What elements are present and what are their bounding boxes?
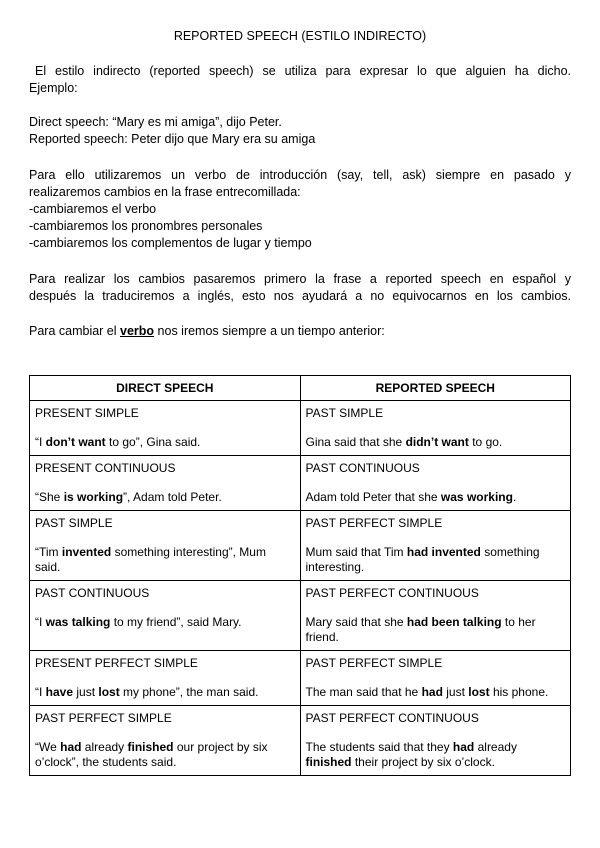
highlighted-verb: was talking bbox=[45, 615, 111, 629]
verb-rule-paragraph bbox=[29, 323, 571, 340]
example-paragraph bbox=[29, 114, 571, 148]
highlighted-verb: was working bbox=[440, 490, 513, 504]
table-row bbox=[30, 706, 571, 776]
speech-table bbox=[29, 375, 571, 776]
reported-tense: PAST CONTINUOUS bbox=[305, 461, 420, 475]
translate-line-2: después la traduciremos a inglés, esto nos ayudará a no equivocarnos en los cambios. bbox=[29, 289, 571, 303]
direct-tense: PAST SIMPLE bbox=[35, 516, 113, 530]
direct-tense: PRESENT CONTINUOUS bbox=[35, 461, 176, 475]
direct-tense: PAST CONTINUOUS bbox=[35, 586, 150, 600]
highlighted-verb: finished bbox=[305, 755, 352, 769]
reported-cell bbox=[300, 581, 571, 651]
highlighted-verb: had bbox=[421, 685, 443, 699]
highlighted-verb: finished bbox=[127, 740, 174, 754]
direct-example: “Tim invented something interesting”, Mum said. bbox=[35, 545, 266, 574]
highlighted-verb: had invented bbox=[406, 545, 481, 559]
example-direct: Direct speech: “Mary es mi amiga”, dijo Peter. bbox=[29, 115, 282, 129]
reported-cell bbox=[300, 511, 571, 581]
direct-cell bbox=[30, 456, 301, 511]
reported-example: The students said that they had already finished their project by six o’clock. bbox=[305, 740, 517, 769]
highlighted-verb: had bbox=[452, 740, 475, 754]
method-item: -cambiaremos los complementos de lugar y tiempo bbox=[29, 236, 312, 250]
reported-cell bbox=[300, 401, 571, 456]
reported-cell bbox=[300, 456, 571, 511]
direct-example: “We had already finished our project by six o’clock”, the students said. bbox=[35, 740, 268, 769]
verb-rule-before: Para cambiar el bbox=[29, 324, 121, 338]
reported-tense: PAST PERFECT CONTINUOUS bbox=[305, 711, 479, 725]
reported-tense: PAST PERFECT CONTINUOUS bbox=[305, 586, 479, 600]
direct-example: “I don’t want to go”, Gina said. bbox=[35, 435, 201, 449]
direct-example: “I was talking to my friend”, said Mary. bbox=[35, 615, 242, 629]
highlighted-verb: lost bbox=[468, 685, 490, 699]
method-line-1: Para ello utilizaremos un verbo de introducción (say, tell, ask) siempre en pasado y bbox=[29, 168, 571, 182]
direct-cell bbox=[30, 581, 301, 651]
highlighted-verb: don’t want bbox=[45, 435, 106, 449]
highlighted-verb: had been talking bbox=[406, 615, 502, 629]
reported-tense: PAST PERFECT SIMPLE bbox=[305, 656, 443, 670]
method-item: -cambiaremos el verbo bbox=[29, 202, 157, 216]
direct-example: “I have just lost my phone”, the man said. bbox=[35, 685, 259, 699]
direct-tense: PRESENT SIMPLE bbox=[35, 406, 139, 420]
verb-rule-after: nos iremos siempre a un tiempo anterior: bbox=[154, 324, 385, 338]
reported-cell bbox=[300, 706, 571, 776]
highlighted-verb: had bbox=[60, 740, 82, 754]
reported-example: Adam told Peter that she was working. bbox=[305, 490, 517, 504]
highlighted-verb: is working bbox=[63, 490, 124, 504]
reported-tense: PAST PERFECT SIMPLE bbox=[305, 516, 443, 530]
page-title: REPORTED SPEECH (ESTILO INDIRECTO) bbox=[173, 29, 427, 43]
direct-cell bbox=[30, 651, 301, 706]
highlighted-verb: invented bbox=[61, 545, 112, 559]
table-row bbox=[30, 511, 571, 581]
direct-tense: PRESENT PERFECT SIMPLE bbox=[35, 656, 198, 670]
intro-line-2: Ejemplo: bbox=[29, 81, 78, 95]
direct-cell bbox=[30, 401, 301, 456]
intro-paragraph bbox=[29, 63, 571, 97]
intro-line-1: El estilo indirecto (reported speech) se utiliza para expresar lo que alguien ha dicho. bbox=[35, 64, 571, 78]
table-row bbox=[30, 401, 571, 456]
header-direct-speech: DIRECT SPEECH bbox=[30, 376, 301, 401]
reported-example: The man said that he had just lost his phone. bbox=[305, 685, 549, 699]
reported-example: Gina said that she didn’t want to go. bbox=[305, 435, 503, 449]
highlighted-verb: have bbox=[45, 685, 74, 699]
direct-cell bbox=[30, 706, 301, 776]
highlighted-verb: lost bbox=[98, 685, 120, 699]
reported-example: Mary said that she had been talking to her friend. bbox=[305, 615, 536, 644]
verb-rule-keyword: verbo bbox=[120, 324, 155, 338]
translate-paragraph bbox=[29, 271, 571, 305]
direct-tense: PAST PERFECT SIMPLE bbox=[35, 711, 172, 725]
method-item: -cambiaremos los pronombres personales bbox=[29, 219, 263, 233]
method-line-2: realizaremos cambios en la frase entrecomillada: bbox=[29, 185, 301, 199]
reported-tense: PAST SIMPLE bbox=[305, 406, 384, 420]
direct-cell bbox=[30, 511, 301, 581]
method-paragraph bbox=[29, 167, 571, 252]
example-reported: Reported speech: Peter dijo que Mary era su amiga bbox=[29, 132, 316, 146]
header-reported-speech: REPORTED SPEECH bbox=[300, 376, 571, 401]
highlighted-verb: didn’t want bbox=[405, 435, 469, 449]
table-header-row bbox=[30, 376, 571, 401]
table-row bbox=[30, 651, 571, 706]
table-row bbox=[30, 456, 571, 511]
reported-example: Mum said that Tim had invented something interesting. bbox=[305, 545, 540, 574]
direct-example: “She is working”, Adam told Peter. bbox=[35, 490, 222, 504]
translate-line-1: Para realizar los cambios pasaremos primero la frase a reported speech en español y bbox=[29, 272, 571, 286]
reported-cell bbox=[300, 651, 571, 706]
table-row bbox=[30, 581, 571, 651]
